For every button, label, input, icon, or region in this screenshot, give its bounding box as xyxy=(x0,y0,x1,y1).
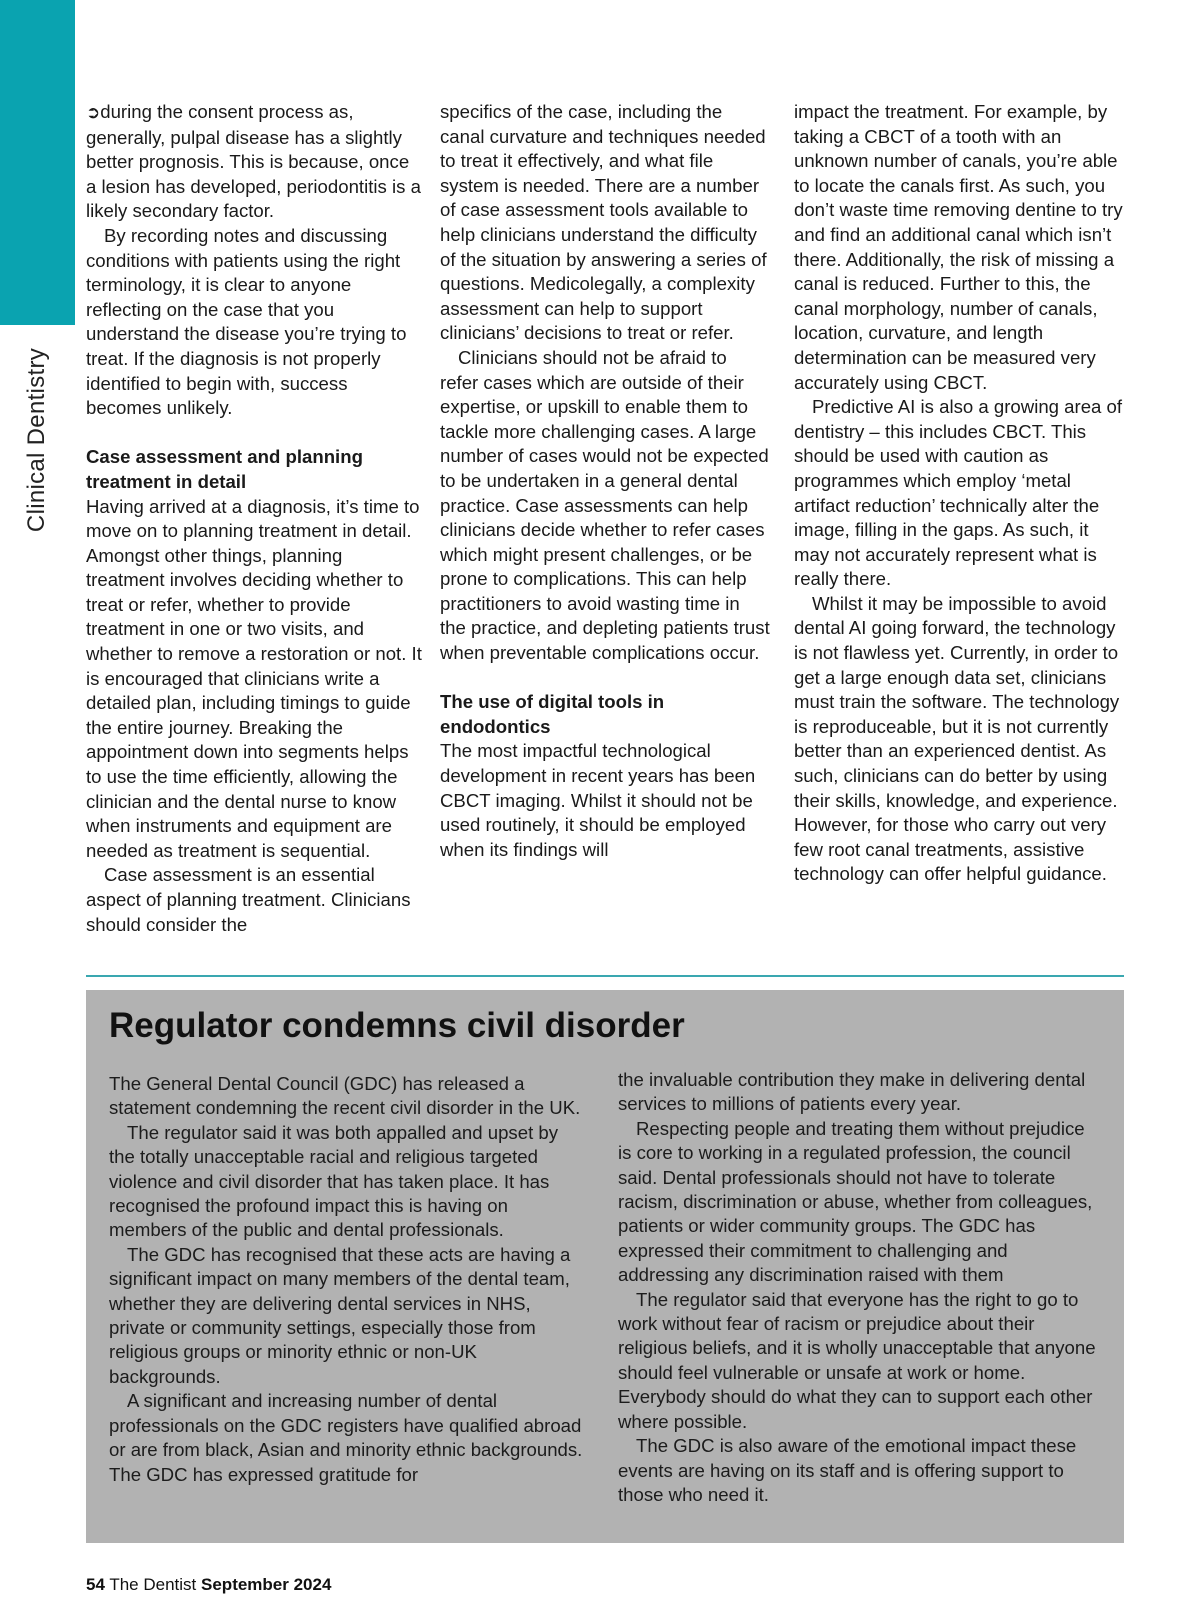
paragraph: The GDC is also aware of the emotional impact these events are having on its staff and is offering support to those who need it. xyxy=(618,1435,1077,1505)
paragraph: impact the treatment. For example, by taking a CBCT of a tooth with an unknown number of canals, you’re able to locate the canals first. As such, you don’t waste time removing dentine to try and find an additional canal which isn’t there. Additionally, the risk of missing a canal is reduced. Further to this, the canal morphology, number of canals, location, curvature, and length determination can be measured very accurately using CBCT. xyxy=(794,101,1123,393)
continued-arrow-icon: ➲ xyxy=(86,103,101,122)
section-label xyxy=(0,340,75,540)
paragraph: The regulator said that everyone has the right to go to work without fear of racism or prejudice about their religious beliefs, and it is wholly unacceptable that anyone should feel vulnerable or unsafe at work or home. Everybody should do what they can to support each other where possible. xyxy=(618,1288,1096,1432)
article-column-3 xyxy=(794,100,1124,887)
paragraph: The General Dental Council (GDC) has released a statement condemning the recent civil disorder in the UK. xyxy=(109,1073,581,1119)
subheading: Case assessment and planning treatment in detail xyxy=(86,446,363,492)
publication-name: The Dentist xyxy=(109,1575,197,1594)
paragraph: Clinicians should not be afraid to refer cases which are outside of their expertise, or upskill to enable them to tackle more challenging cases. A large number of cases would not be expected to be undertaken in a general dental practice. Case assessments can help clinicians decide whether to refer cases which might present challenges, or be prone to complications. This can help practitioners to avoid wasting time in the practice, and depleting patients trust when preventable complications occur. xyxy=(440,346,770,664)
news-box xyxy=(86,990,1124,1543)
subheading: The use of digital tools in endodontics xyxy=(440,691,665,737)
news-column-1 xyxy=(109,1072,583,1487)
news-column-2 xyxy=(618,1068,1096,1507)
paragraph: Case assessment is an essential aspect of planning treatment. Clinicians should consider the xyxy=(86,864,411,935)
divider-rule xyxy=(86,975,1124,977)
issue-date: September 2024 xyxy=(201,1575,332,1594)
paragraph: The most impactful technological development in recent years has been CBCT imaging. Whilst it should not be used routinely, it should be employed when its findings will xyxy=(440,740,756,860)
paragraph: Respecting people and treating them without prejudice is core to working in a regulated profession, the council said. Dental professionals should not have to tolerate racism, discrimination or abuse, whether from colleagues, patients or wider community groups. The GDC has expressed their commitment to challenging and addressing any discrimination raised with them xyxy=(618,1117,1093,1286)
article-column-2 xyxy=(440,100,770,862)
paragraph: By recording notes and discussing conditions with patients using the right terminology, it is clear to anyone reflecting on the case that you understand the disease you’re trying to treat. If the diagnosis is not properly identified to begin with, success becomes unlikely. xyxy=(86,224,407,419)
paragraph: Predictive AI is also a growing area of dentistry – this includes CBCT. This should be used with caution as programmes which employ ‘metal artifact reduction’ technically alter the image, filling in the gaps. As such, it may not accurately represent what is really there. xyxy=(794,396,1123,590)
paragraph: ➲during the consent process as, generally, pulpal disease has a slightly better prognosis. This is because, once a lesion has developed, periodontitis is a likely secondary factor. xyxy=(86,101,421,222)
paragraph: the invaluable contribution they make in delivering dental services to millions of patients every year. xyxy=(618,1069,1086,1115)
paragraph: specifics of the case, including the canal curvature and techniques needed to treat it effectively, and what file system is needed. There are a number of case assessment tools available to help clinicians understand the difficulty of the situation by answering a series of questions. Medicolegally, a complexity assessment can help to support clinicians’ decisions to treat or refer. xyxy=(440,101,767,344)
article-column-1 xyxy=(86,100,422,937)
paragraph: A significant and increasing number of dental professionals on the GDC registers have qualified abroad or are from black, Asian and minority ethnic backgrounds. The GDC has expressed gratitude for xyxy=(109,1390,583,1485)
page-footer xyxy=(86,1575,331,1595)
paragraph: The GDC has recognised that these acts are having a significant impact on many members of the dental team, whether they are delivering dental services in NHS, private or community settings, especially those from religious groups or minority ethnic or non-UK backgrounds. xyxy=(109,1243,571,1387)
news-box-title: Regulator condemns civil disorder xyxy=(109,1006,685,1045)
paragraph: Having arrived at a diagnosis, it’s time to move on to planning treatment in detail. Amongst other things, planning treatment involves deciding whether to treat or refer, whether to provide treatment in one or two visits, and whether to remove a restoration or not. It is encouraged that clinicians write a detailed plan, including timings to guide the entire journey. Breaking the appointment down into segments helps to use the time efficiently, allowing the clinician and the dental nurse to know when instruments and equipment are needed as treatment is sequential. xyxy=(86,495,422,861)
paragraph: Whilst it may be impossible to avoid dental AI going forward, the technology is not flawless yet. Currently, in order to get a large enough data set, clinicians must train the software. The technology is reproduceable, but it is not currently better than an experienced dentist. As such, clinicians can do better by using their skills, knowledge, and experience. However, for those who carry out very few root canal treatments, assistive technology can offer helpful guidance. xyxy=(794,592,1120,885)
section-label-text: Clinical Dentistry xyxy=(23,347,50,533)
paragraph: The regulator said it was both appalled and upset by the totally unacceptable racial and religious targeted violence and civil disorder that has taken place. It has recognised the profound impact this is having on members of the public and dental professionals. xyxy=(109,1121,559,1241)
page-number: 54 xyxy=(86,1575,105,1594)
section-color-tab xyxy=(0,0,75,325)
